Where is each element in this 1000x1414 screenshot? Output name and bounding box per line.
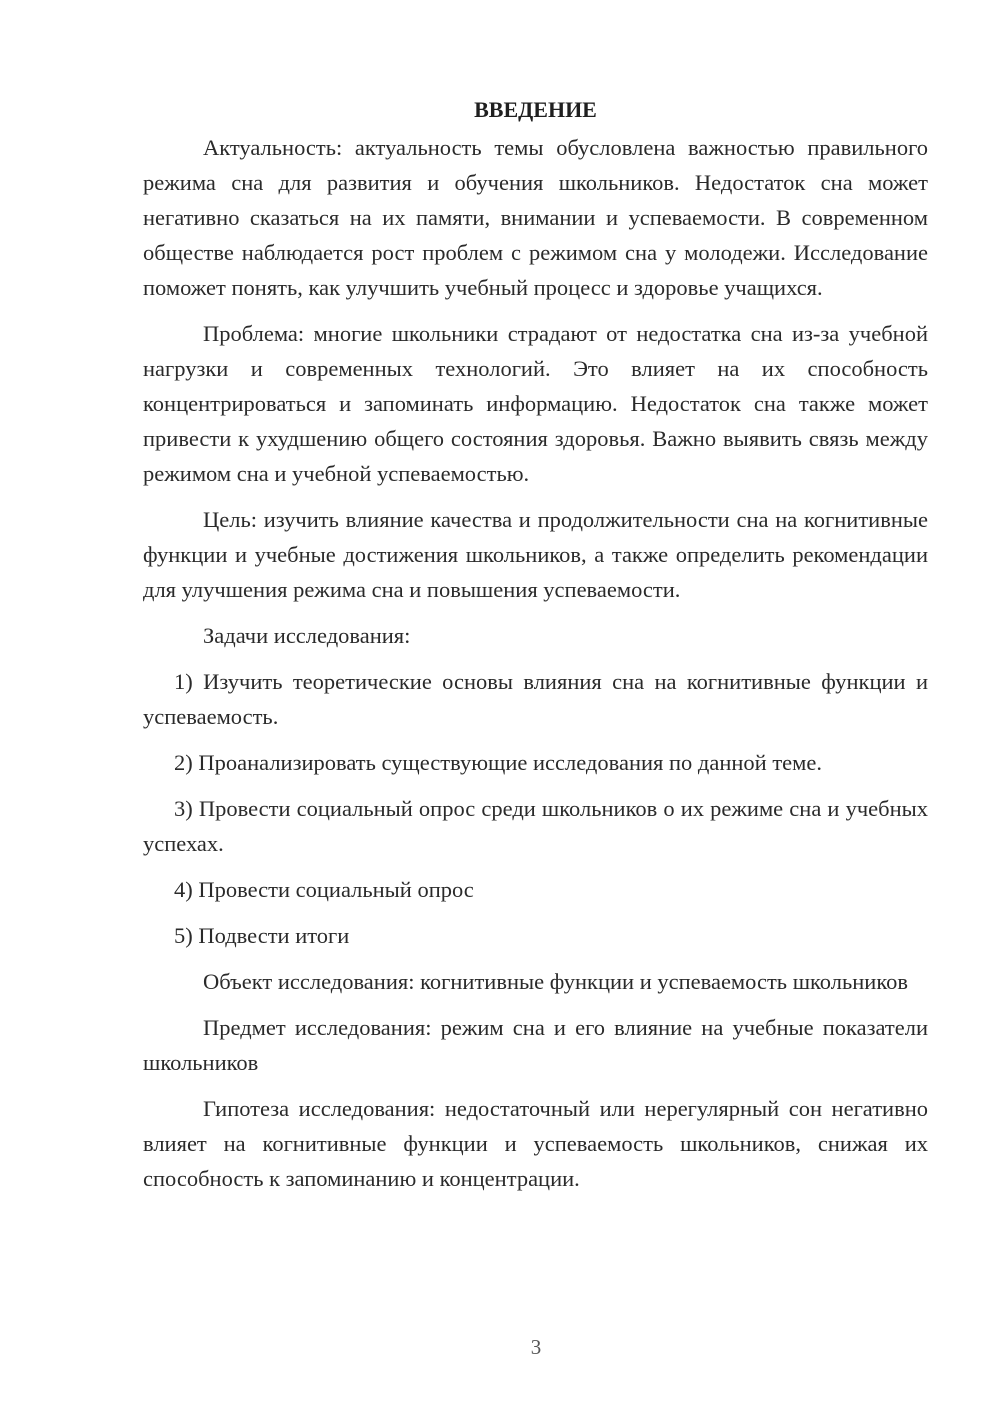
- task-item-4: 4) Провести социальный опрос: [174, 877, 474, 902]
- page-number: 3: [530, 1335, 542, 1359]
- paragraph-problem: Проблема: многие школьники страдают от недостатка сна из-за учебной нагрузки и современных технологий. Это влияет на их способность концентрироваться и запоминать информацию. Недостаток сна также может привести к ухудшению общего состояния здоровья. Важно выявить связь между режимом сна и учебной успеваемостью.: [143, 321, 928, 486]
- task-item-2: 2) Проанализировать существующие исследования по данной теме.: [174, 750, 823, 775]
- task-item-1: 1) Изучить теоретические основы влияния сна на когнитивные функции и успеваемость.: [143, 669, 928, 729]
- paragraph-relevance: Актуальность: актуальность темы обусловлена важностью правильного режима сна для развития и обучения школьников. Недостаток сна может негативно сказаться на их памяти, внимании и успеваемости. В современном обществе наблюдается рост проблем с режимом сна у молодежи. Исследование поможет понять, как улучшить учебный процесс и здоровье учащихся.: [143, 135, 928, 300]
- task-item-3: 3) Провести социальный опрос среди школьников о их режиме сна и учебных успехах.: [143, 796, 928, 856]
- task-item-5: 5) Подвести итоги: [174, 923, 350, 948]
- paragraph-goal: Цель: изучить влияние качества и продолжительности сна на когнитивные функции и учебные достижения школьников, а также определить рекомендации для улучшения режима сна и повышения успеваемости.: [143, 507, 928, 602]
- section-title: ВВЕДЕНИЕ: [474, 97, 597, 122]
- paragraph-hypothesis: Гипотеза исследования: недостаточный или нерегулярный сон негативно влияет на когнитивные функции и успеваемость школьников, снижая их способность к запоминанию и концентрации.: [143, 1096, 928, 1191]
- document-page: [143, 96, 928, 1196]
- paragraph-object: Объект исследования: когнитивные функции и успеваемость школьников: [203, 969, 908, 994]
- tasks-heading: Задачи исследования:: [203, 623, 411, 648]
- paragraph-subject: Предмет исследования: режим сна и его влияние на учебные показатели школьников: [143, 1015, 928, 1075]
